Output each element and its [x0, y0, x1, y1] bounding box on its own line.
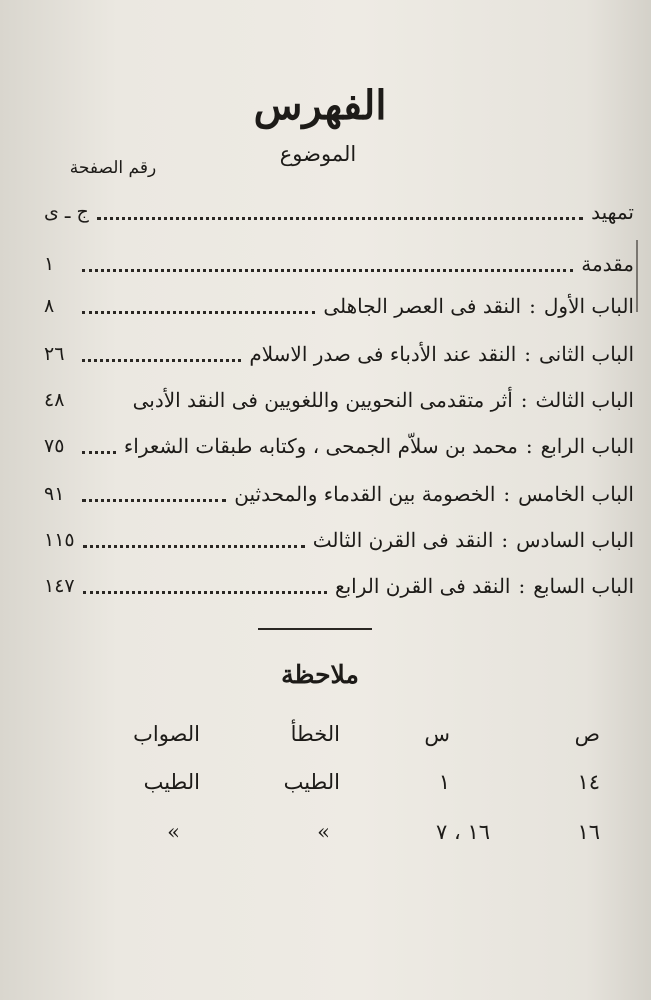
- errata-header-wrong: الخطأ: [290, 722, 340, 746]
- toc-label: الباب الرابع: [540, 434, 634, 458]
- toc-separator: :: [503, 482, 511, 506]
- toc-separator: :: [501, 528, 509, 552]
- page-column-header: رقم الصفحة: [69, 158, 157, 178]
- toc-page-number: ٨: [44, 295, 55, 317]
- toc-separator: :: [525, 434, 533, 458]
- toc-subject: الخصومة بين القدماء والمحدثين: [234, 482, 496, 506]
- toc-page-number: ٢٦: [44, 343, 65, 365]
- toc-subject: أثر متقدمى النحويين واللغويين فى النقد الأدبى: [132, 388, 513, 412]
- toc-page-number: ج ـ ى: [44, 201, 89, 223]
- errata-wrong: »: [317, 820, 330, 844]
- errata-right: الطيب: [143, 770, 200, 794]
- toc-row-chapter-4: [44, 428, 634, 464]
- note-title: ملاحظة: [281, 660, 359, 689]
- toc-label: مقدمة: [581, 252, 634, 276]
- errata-page: ١٦: [577, 820, 600, 844]
- toc-label: الباب الأول: [543, 294, 634, 318]
- toc-subject: محمد بن سلاّم الجمحى ، وكتابه طبقات الشعراء: [123, 434, 518, 458]
- toc-leader-dots: [82, 451, 116, 454]
- toc-page-number: ١٤٧: [44, 575, 75, 597]
- toc-row-chapter-3: [44, 382, 634, 418]
- toc-page-number: ١١٥: [44, 529, 75, 551]
- toc-page-number: ٤٨: [44, 389, 65, 411]
- toc-row-chapter-5: [44, 476, 634, 512]
- toc-label: الباب الثالث: [535, 388, 634, 412]
- toc-row-chapter-1: [44, 288, 634, 324]
- toc-separator: :: [520, 388, 528, 412]
- toc-page-number: ٧٥: [44, 435, 65, 457]
- toc-row-preface: [44, 246, 634, 282]
- errata-right: »: [167, 820, 180, 844]
- errata-wrong: الطيب: [283, 770, 340, 794]
- topic-column-header: الموضوع: [279, 142, 357, 166]
- toc-label: الباب السابع: [533, 574, 634, 598]
- toc-subject: النقد عند الأدباء فى صدر الاسلام: [249, 342, 517, 366]
- toc-leader-dots: [82, 499, 226, 502]
- toc-page-number: ٩١: [44, 483, 65, 505]
- toc-label: تمهيد: [591, 200, 634, 224]
- page-title: الفهرس: [253, 82, 387, 129]
- section-divider: [258, 628, 372, 630]
- toc-subject: النقد فى القرن الرابع: [334, 574, 511, 598]
- errata-header-row: [130, 722, 600, 762]
- toc-subject: النقد فى العصر الجاهلى: [323, 294, 522, 318]
- errata-header-page: ص: [574, 722, 600, 746]
- toc-row-chapter-6: [44, 522, 634, 558]
- toc-leader-dots: [83, 591, 327, 594]
- toc-leader-dots: [82, 405, 125, 408]
- toc-separator: :: [524, 342, 532, 366]
- errata-header-right: الصواب: [133, 722, 200, 746]
- errata-header-line: س: [424, 722, 450, 746]
- toc-label: الباب الثانى: [539, 342, 634, 366]
- toc-leader-dots: [83, 545, 305, 548]
- toc-label: الباب الخامس: [518, 482, 634, 506]
- toc-row-chapter-2: [44, 336, 634, 372]
- errata-line: ١٦ ، ٧: [436, 820, 490, 844]
- toc-page-number: ١: [44, 253, 55, 275]
- toc-row-intro: [44, 194, 634, 230]
- gutter-line: [636, 240, 638, 312]
- toc-row-chapter-7: [44, 568, 634, 604]
- toc-label: الباب السادس: [516, 528, 634, 552]
- toc-separator: :: [518, 574, 526, 598]
- toc-leader-dots: [82, 311, 315, 314]
- errata-line: ١: [438, 770, 450, 794]
- toc-separator: :: [529, 294, 536, 318]
- toc-leader-dots: [82, 359, 241, 362]
- toc-leader-dots: [97, 217, 583, 220]
- toc-subject: النقد فى القرن الثالث: [312, 528, 494, 552]
- toc-leader-dots: [82, 269, 573, 272]
- errata-row: [130, 770, 600, 810]
- errata-row: [130, 820, 600, 860]
- errata-page: ١٤: [577, 770, 600, 794]
